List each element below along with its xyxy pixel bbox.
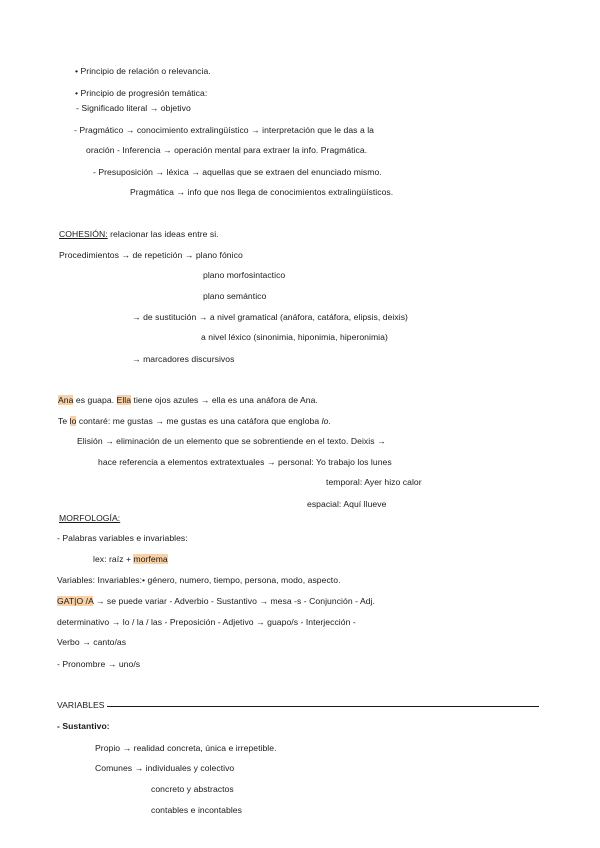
gato-text: → se puede variar - Adverbio - Sustantivo → mesa -s - Conjunción - Adj. (93, 596, 375, 606)
spatial-deixis: espacial: Aquí llueve (307, 499, 387, 509)
variables-invariables-line: Variables: Invariables:• género, numero, tiempo, persona, modo, aspecto. (57, 575, 341, 585)
cataphora-example (58, 416, 331, 427)
example-italic: lo (321, 416, 329, 426)
morphosyntactic-plane: plano morfosintactico (203, 270, 286, 280)
cohesion-heading: COHESIÓN: (59, 229, 108, 239)
pronoun-line: - Pronombre → uno/s (57, 659, 141, 669)
pragmatic-presupposition-line: Pragmática → info que nos llega de conocimientos extralingüísticos. (130, 187, 394, 197)
morphology-heading: MORFOLOGÍA: (59, 513, 121, 523)
principle-relevance: • Principio de relación o relevancia. (75, 66, 211, 76)
semantic-plane: plano semántico (203, 291, 267, 301)
example-text: . (328, 416, 331, 426)
highlight-ana: Ana (58, 395, 74, 405)
determinative-line: determinativo → lo / la / las - Preposición - Adjetivo → guapo/s - Interjección - (57, 617, 356, 627)
literal-meaning-line: - Significado literal → objetivo (76, 103, 191, 113)
lex-line (93, 554, 168, 565)
deixis-line: hace referencia a elementos extratextuales → personal: Yo trabajo los lunes (98, 457, 392, 467)
gato-line (57, 596, 375, 607)
procedures-line: Procedimientos → de repetición → plano fónico (59, 250, 243, 260)
example-text: es guapa. (73, 395, 117, 405)
variable-words-line: - Palabras variables e invariables: (57, 533, 188, 543)
proper-noun-line: Propio → realidad concreta, única e irrepetible. (95, 743, 277, 753)
cohesion-definition: relacionar las ideas entre si. (107, 229, 219, 239)
verb-line: Verbo → canto/as (57, 637, 127, 647)
highlight-ella: Ella (116, 395, 132, 405)
highlight-morfema: morfema (133, 554, 168, 564)
highlight-lo: lo (69, 416, 77, 426)
variables-heading: VARIABLES (57, 700, 105, 710)
divider-line (107, 706, 539, 707)
cohesion-line (59, 229, 219, 240)
example-text: tiene ojos azules → ella es una anáfora de Ana. (131, 395, 318, 405)
elision-line: Elisión → eliminación de un elemento que se sobrentiende en el texto. Deixis → (77, 436, 386, 446)
temporal-deixis: temporal: Ayer hizo calor (326, 477, 422, 487)
example-text: contaré: me gustas → me gustas es una catáfora que engloba (76, 416, 322, 426)
lexical-level-line: a nivel léxico (sinonimia, hiponimia, hiperonimia) (201, 332, 388, 342)
common-noun-line: Comunes → individuales y colectivo (95, 763, 235, 773)
highlight-gato: GAT|O /A (57, 596, 94, 606)
pragmatic-line: - Pragmático → conocimiento extralingüístico → interpretación que le das a la (74, 125, 375, 135)
presupposition-line: - Presuposición → léxica → aquellas que se extraen del enunciado mismo. (93, 167, 382, 177)
concrete-abstract-line: concreto y abstractos (151, 784, 234, 794)
noun-heading: - Sustantivo: (57, 721, 110, 731)
discourse-markers-line: → marcadores discursivos (132, 354, 235, 364)
substitution-line: → de sustitución → a nivel gramatical (anáfora, catáfora, elipsis, deixis) (132, 312, 408, 322)
example-text: Te (58, 416, 70, 426)
inference-line: oración - Inferencia → operación mental para extraer la info. Pragmática. (86, 145, 368, 155)
countable-line: contables e incontables (151, 805, 242, 815)
lex-text: lex: raíz + (93, 554, 134, 564)
principle-thematic-progression: • Principio de progresión temática: (75, 88, 208, 98)
anaphora-example (58, 395, 318, 406)
